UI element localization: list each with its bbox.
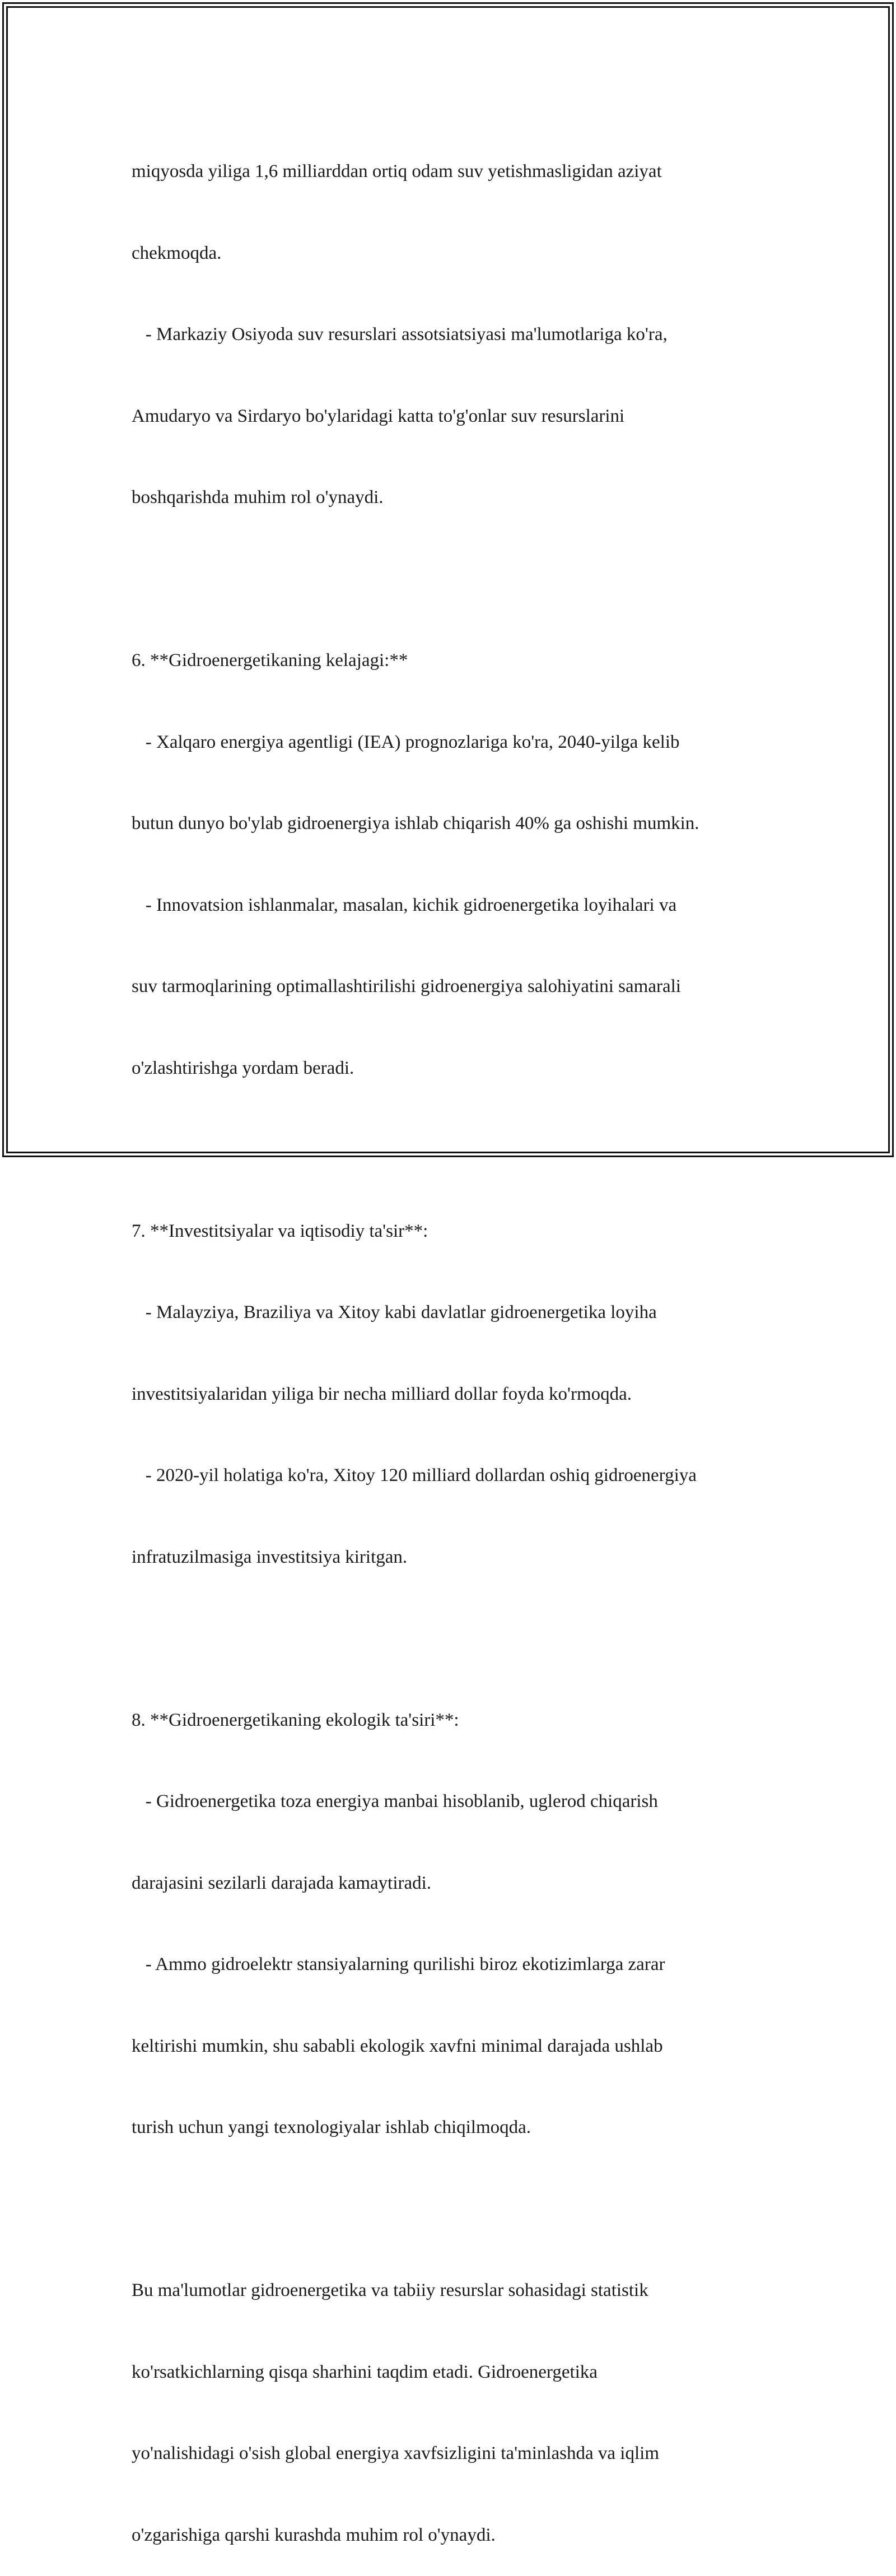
- summary-line: o'zgarishiga qarshi kurashda muhim rol o'ynaydi.: [132, 2524, 496, 2545]
- text-line: chekmoqda.: [132, 243, 222, 263]
- text-line: keltirishi mumkin, shu sababli ekologik xavfni minimal darajada ushlab: [132, 2035, 663, 2056]
- section-heading: 7. **Investitsiyalar va iqtisodiy ta'sir**:: [132, 1221, 428, 1241]
- text-line: - Innovatsion ishlanmalar, masalan, kichik gidroenergetika loyihalari va: [132, 895, 677, 915]
- text-line: suv tarmoqlarining optimallashtirilishi gidroenergiya salohiyatini samarali: [132, 976, 681, 996]
- section-heading: 8. **Gidroenergetikaning ekologik ta'siri**:: [132, 1709, 459, 1730]
- blank-line: [132, 2196, 804, 2223]
- section-heading: 6. **Gidroenergetikaning kelajagi:**: [132, 650, 408, 670]
- text-line: - Markaziy Osiyoda suv resurslari assotsiatsiyasi ma'lumotlariga ko'ra,: [132, 324, 668, 344]
- text-line: - Gidroenergetika toza energiya manbai hisoblanib, uglerod chiqarish: [132, 1791, 658, 1811]
- text-line: darajasini sezilarli darajada kamaytiradi.: [132, 1872, 432, 1893]
- text-line: infratuzilmasiga investitsiya kiritgan.: [132, 1546, 408, 1567]
- text-line: - Malayziya, Braziliya va Xitoy kabi davlatlar gidroenergetika loyiha: [132, 1302, 657, 1322]
- summary-line: ko'rsatkichlarning qisqa sharhini taqdim etadi. Gidroenergetika: [132, 2361, 598, 2382]
- text-line: miqyosda yiliga 1,6 milliarddan ortiq odam suv yetishmasligidan aziyat: [132, 161, 662, 181]
- text-line: o'zlashtirishga yordam beradi.: [132, 1058, 354, 1078]
- text-line: - 2020-yil holatiga ko'ra, Xitoy 120 milliard dollardan oshiq gidroenergiya: [132, 1465, 697, 1485]
- document-body: [132, 104, 804, 2576]
- summary-line: Bu ma'lumotlar gidroenergetika va tabiiy resurslar sohasidagi statistik: [132, 2280, 648, 2300]
- text-line: - Ammo gidroelektr stansiyalarning qurilishi biroz ekotizimlarga zarar: [132, 1954, 665, 1974]
- text-line: boshqarishda muhim rol o'ynaydi.: [132, 487, 384, 507]
- summary-line: yo'nalishidagi o'sish global energiya xavfsizligini ta'minlashda va iqlim: [132, 2443, 659, 2463]
- blank-line: [132, 1136, 804, 1163]
- text-line: butun dunyo bo'ylab gidroenergiya ishlab chiqarish 40% ga oshishi mumkin.: [132, 813, 699, 833]
- text-line: investitsiyalaridan yiliga bir necha milliard dollar foyda ko'rmoqda.: [132, 1384, 632, 1404]
- text-line: Amudaryo va Sirdaryo bo'ylaridagi katta to'g'onlar suv resurslarini: [132, 406, 625, 426]
- blank-line: [132, 566, 804, 593]
- text-line: turish uchun yangi texnologiyalar ishlab chiqilmoqda.: [132, 2117, 531, 2137]
- text-line: - Xalqaro energiya agentligi (IEA) prognozlariga ko'ra, 2040-yilga kelib: [132, 732, 680, 752]
- blank-line: [132, 1625, 804, 1652]
